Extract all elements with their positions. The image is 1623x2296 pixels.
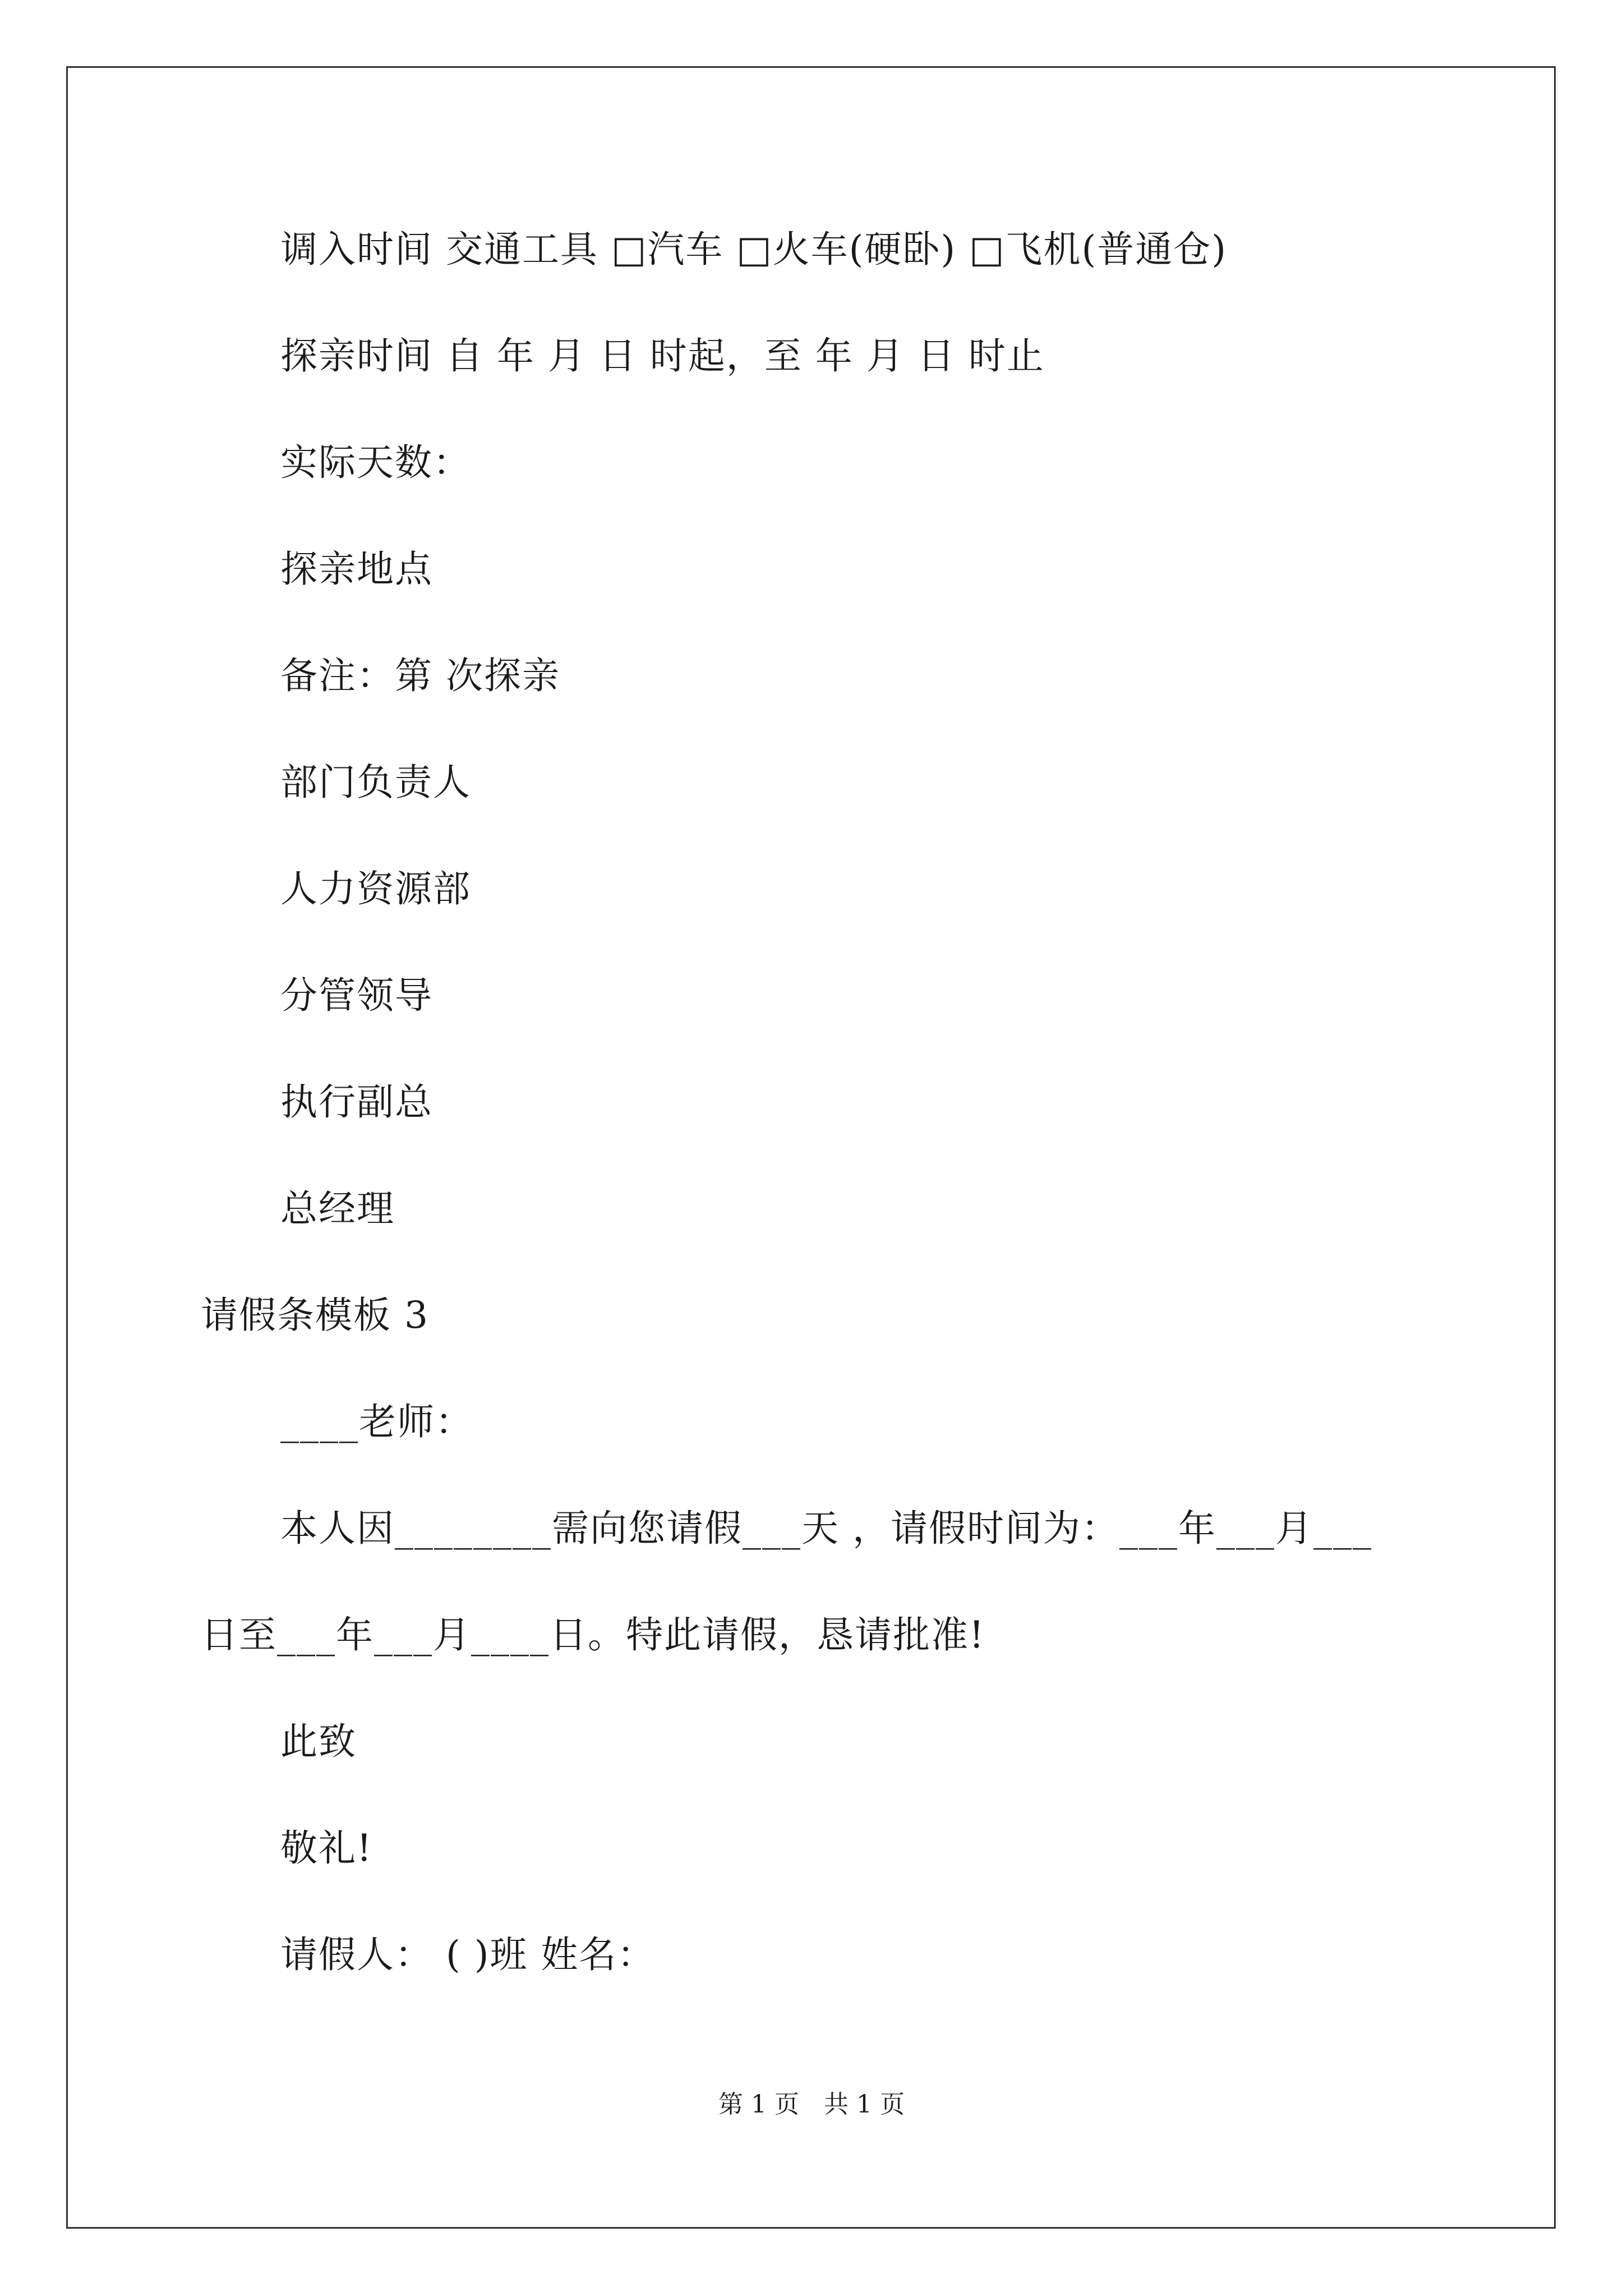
general-manager-line: 总经理	[280, 1187, 395, 1230]
visit-location-line: 探亲地点	[280, 547, 433, 591]
transport-line: 调入时间 交通工具 □汽车 □火车(硬卧) □飞机(普通仓)	[280, 228, 1227, 271]
visit-time-line: 探亲时间 自 年 月 日 时起，至 年 月 日 时止	[280, 334, 1045, 378]
hr-department-line: 人力资源部	[280, 867, 471, 910]
supervising-leader-line: 分管领导	[280, 974, 433, 1017]
body-line-2: 日至___年___月____日。特此请假，恳请批准!	[201, 1613, 985, 1657]
body-line-1: 本人因________需向您请假___天 ，请假时间为：___年___月___	[280, 1507, 1372, 1550]
remarks-line: 备注：第 次探亲	[280, 654, 560, 697]
page-border	[66, 66, 1556, 2229]
page-footer: 第 1 页 共 1 页	[718, 2090, 905, 2119]
department-head-line: 部门负责人	[280, 761, 471, 804]
regards-line: 敬礼!	[280, 1826, 373, 1870]
actual-days-line: 实际天数：	[280, 441, 471, 484]
section-title: 请假条模板 3	[201, 1294, 429, 1337]
signature-line: 请假人： ( )班 姓名：	[280, 1933, 656, 1976]
closing-line: 此致	[280, 1720, 357, 1763]
salutation-line: ____老师：	[280, 1400, 473, 1443]
executive-vp-line: 执行副总	[280, 1080, 433, 1124]
